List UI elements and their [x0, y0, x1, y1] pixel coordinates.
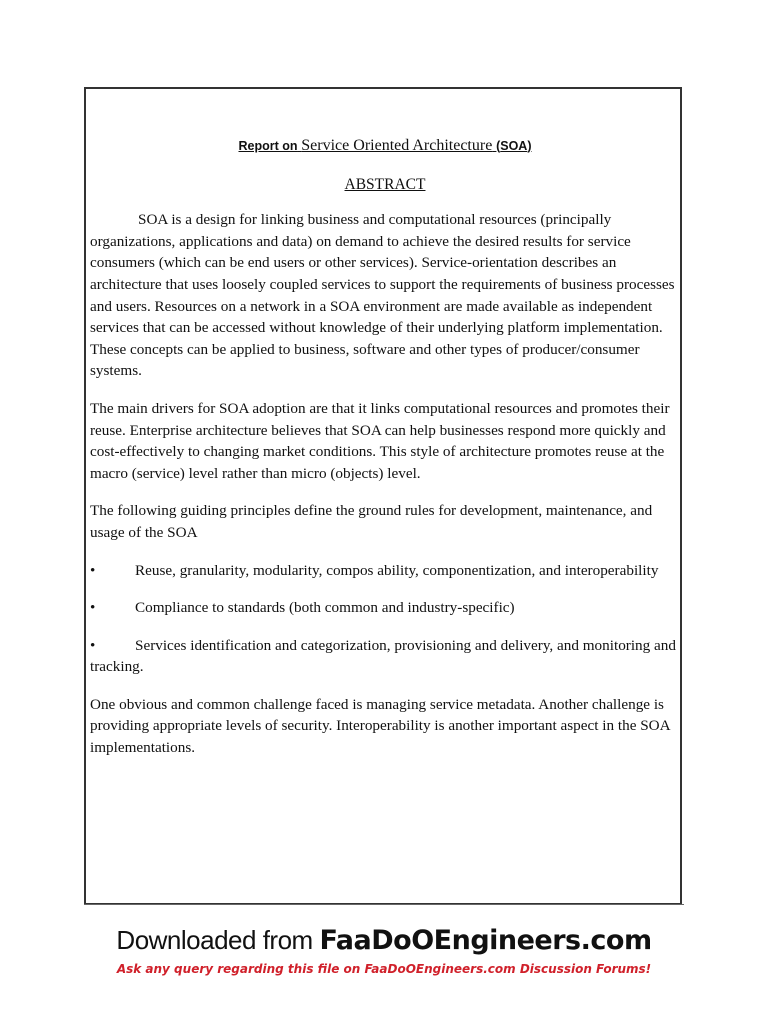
bullet-text: Compliance to standards (both common and industry-specific)	[135, 599, 515, 617]
report-title	[90, 135, 680, 158]
paragraph-principles: The following guiding principles define the ground rules for development, maintenance, and usage of the SOA	[90, 502, 653, 541]
document-body	[90, 135, 680, 775]
bullet-text: Services identification and categorization, provisioning and delivery, and monitoring and tracking.	[90, 636, 676, 676]
title-acronym: SOA	[500, 139, 528, 153]
bullet-icon: •	[90, 599, 96, 617]
bullet-item	[90, 560, 680, 582]
title-main: Service Oriented Architecture	[301, 137, 493, 154]
abstract-heading: ABSTRACT	[344, 175, 426, 193]
paragraph-intro: SOA is a design for linking business and computational resources (principally organizations, applications and data) on demand to achieve the desired results for service consumers (which can be end users or other services). Service-orientation describes an architecture that uses loosely coupled services to support the requirements of business processes and users. Resources on a network in a SOA environment are made available as independent services that can be accessed without knowledge of their underlying platform implementation. These concepts can be applied to business, software and other types of producer/consumer systems.	[90, 211, 675, 380]
title-close-paren: )	[527, 139, 532, 153]
title-prefix: Report on	[238, 139, 298, 153]
paragraph-closing: One obvious and common challenge faced is managing service metadata. Another challenge is providing appropriate levels of security. Interoperability is another important aspect in the SOA implementations.	[90, 695, 670, 757]
footer-downloaded-line	[0, 925, 768, 956]
title-open-paren: (	[496, 139, 501, 153]
border-bottom-line	[84, 904, 684, 905]
footer-tagline: Ask any query regarding this file on FaaDoOEngineers.com Discussion Forums!	[116, 962, 652, 976]
bullet-icon: •	[90, 636, 96, 654]
bullet-icon: •	[90, 561, 96, 579]
download-footer	[0, 925, 768, 976]
footer-brand-link[interactable]: FaaDoOEngineers.com	[319, 925, 652, 956]
footer-downloaded-text: Downloaded from	[116, 925, 313, 955]
bullet-text: Reuse, granularity, modularity, compos ability, componentization, and interoperability	[135, 561, 659, 579]
paragraph-drivers: The main drivers for SOA adoption are that it links computational resources and promotes their reuse. Enterprise architecture believes that SOA can help businesses respond more quickly and cost-effectively to changing market conditions. This style of architecture promotes reuse at the macro (service) level rather than micro (objects) level.	[90, 399, 670, 482]
bullet-item	[90, 597, 680, 619]
bullet-item	[90, 635, 680, 678]
